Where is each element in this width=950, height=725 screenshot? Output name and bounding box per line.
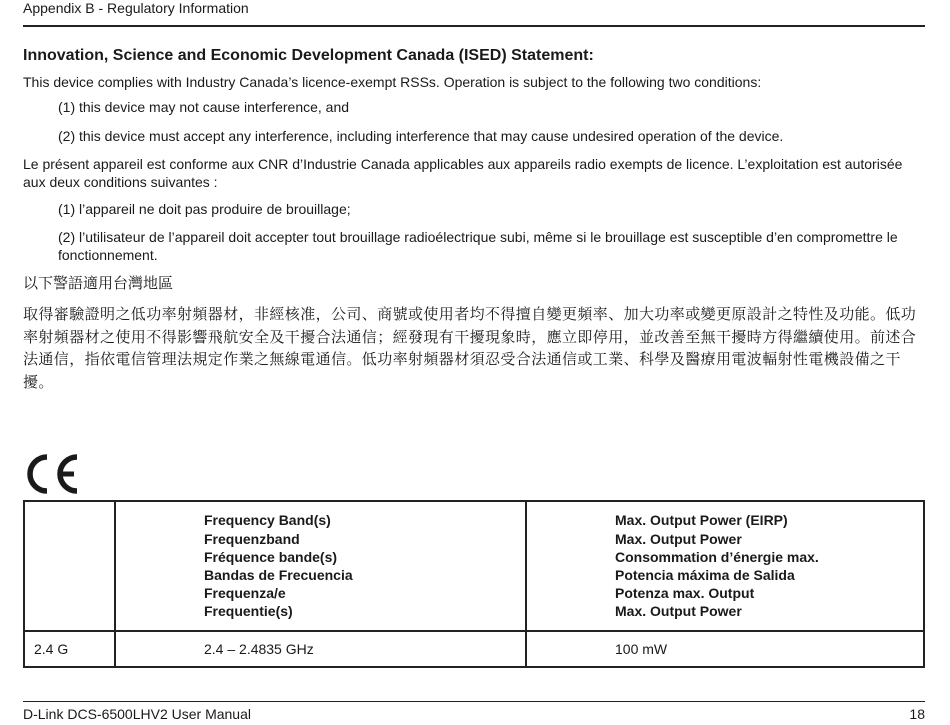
ised-english-condition-2: (2) this device must accept any interference, including interference that may cause undesired operation of the device.: [58, 128, 784, 144]
power-label-fr: Consommation d’énergie max.: [615, 548, 819, 565]
ised-french-condition-2: (2) l’utilisateur de l’appareil doit accepter tout brouillage radioélectrique subi, même si le brouillage est susceptible d’en compromettre le fonctionnement.: [58, 229, 898, 263]
frequency-label-es: Bandas de Frecuencia: [204, 567, 353, 583]
range-cell: [115, 631, 526, 667]
range-value: 2.4 – 2.4835 GHz: [204, 641, 314, 657]
power-value: 100 mW: [615, 641, 668, 657]
band-cell: 2.4 G: [24, 631, 115, 667]
frequency-label-nl: Frequentie(s): [204, 603, 293, 620]
page-number: 18: [909, 706, 925, 722]
frequency-power-table: [23, 500, 925, 668]
ised-french-intro: Le présent appareil est conforme aux CNR d’Industrie Canada applicables aux appareils radio exempts de licence. L’exploitation est autorisée aux deux conditions suivantes :: [23, 156, 903, 190]
ised-english-condition-1: (1) this device may not cause interference, and: [58, 99, 350, 115]
footer-manual-title: D-Link DCS-6500LHV2 User Manual: [23, 706, 251, 722]
power-label-en: Max. Output Power (EIRP): [615, 512, 788, 529]
ce-mark-icon: [23, 453, 79, 495]
header-divider: [23, 25, 925, 27]
ised-french-condition-1: (1) l’appareil ne doit pas produire de brouillage;: [58, 201, 351, 217]
table-header-row: [24, 501, 924, 631]
power-label-it: Potenza max. Output: [615, 585, 755, 602]
frequency-label-en: Frequency Band(s): [204, 512, 331, 529]
frequency-label-de: Frequenzband: [204, 530, 300, 547]
power-label-nl: Max. Output Power: [615, 603, 742, 620]
header-cell-power: [526, 501, 924, 631]
power-label-de: Max. Output Power: [615, 530, 742, 547]
ised-title: Innovation, Science and Economic Development Canada (ISED) Statement:: [23, 47, 594, 64]
frequency-label-it: Frequenza/e: [204, 585, 286, 602]
power-label-es: Potencia máxima de Salida: [615, 567, 795, 583]
table-row: [24, 631, 924, 667]
frequency-label-fr: Fréquence bande(s): [204, 548, 338, 565]
page-header: Appendix B - Regulatory Information: [23, 0, 249, 16]
footer-divider: [23, 701, 925, 702]
header-cell-empty: [24, 501, 115, 631]
taiwan-statement: 取得審驗證明之低功率射頻器材，非經核准，公司、商號或使用者均不得擅自變更頻率、加大功率或變更原設計之特性及功能。低功率射頻器材之使用不得影響飛航安全及干擾合法通信；經發現有干擾現象時，應立即停用，並改善至無干擾時方得繼續使用。前述合法通信，指依電信管理法規定作業之無線電通信。低功率射頻器材須忍受合法通信或工業、科學及醫療用電波輻射性電機設備之干擾。: [23, 305, 917, 391]
ised-english-intro: This device complies with Industry Canada’s licence-exempt RSSs. Operation is subject to the following two conditions:: [23, 74, 762, 90]
taiwan-heading: 以下警語適用台灣地區: [23, 274, 174, 292]
header-cell-frequency: [115, 501, 526, 631]
power-cell: [526, 631, 924, 667]
